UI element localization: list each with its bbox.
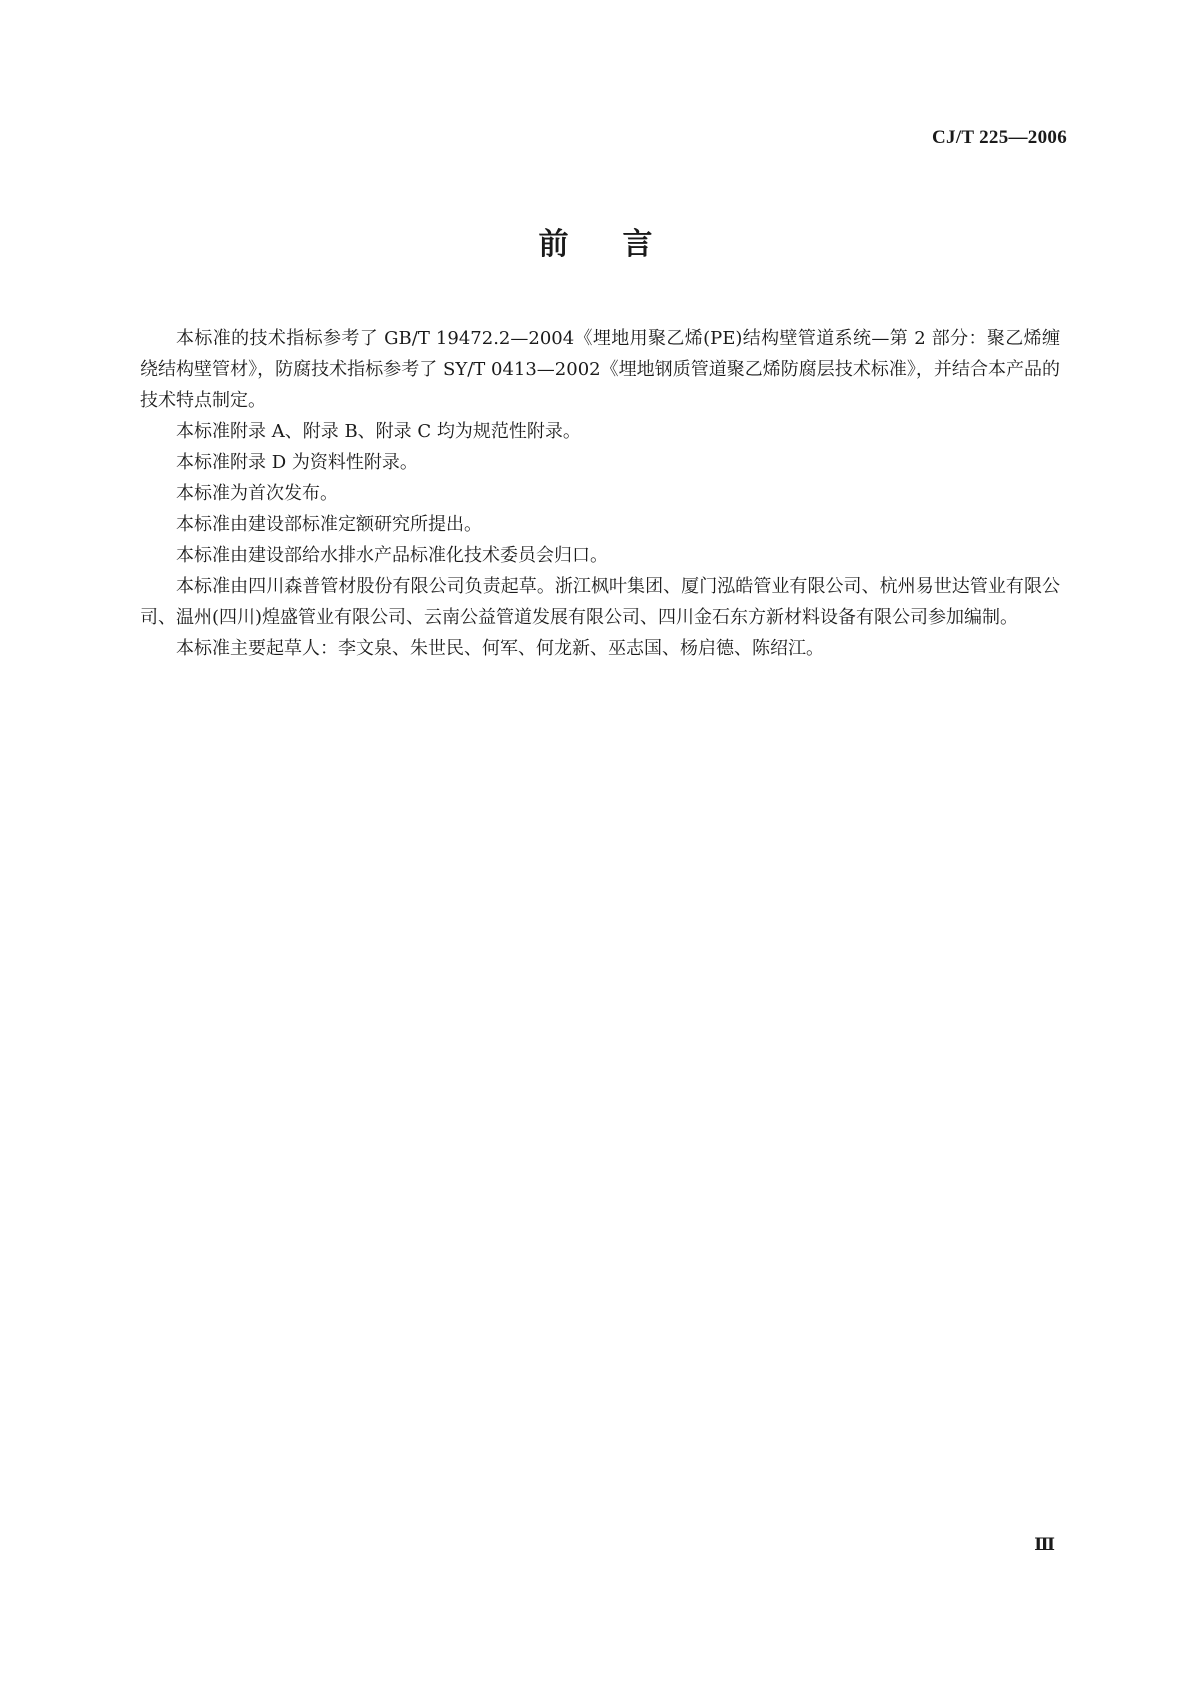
page-number: Ⅲ [1034, 1535, 1054, 1554]
paragraph-first-release: 本标准为首次发布。 [176, 483, 338, 504]
paragraph-under-jurisdiction: 本标准由建设部给水排水产品标准化技术委员会归口。 [176, 545, 608, 566]
paragraph-informative-appendix: 本标准附录 D 为资料性附录。 [176, 452, 418, 473]
foreword-body [140, 323, 1060, 664]
paragraph-proposed-by: 本标准由建设部标准定额研究所提出。 [176, 514, 482, 535]
paragraph-normative-appendices: 本标准附录 A、附录 B、附录 C 均为规范性附录。 [176, 421, 581, 442]
paragraph-drafting-units: 本标准由四川森普管材股份有限公司负责起草。浙江枫叶集团、厦门泓皓管业有限公司、杭州易世达管业有限公司、温州(四川)煌盛管业有限公司、云南公益管道发展有限公司、四川金石东方新材料设备有限公司参加编制。 [140, 576, 1060, 628]
page-title: 前言 [538, 227, 707, 262]
paragraph-main-drafters: 本标准主要起草人：李文泉、朱世民、何军、何龙新、巫志国、杨启德、陈绍江。 [176, 638, 824, 659]
paragraph-reference-standards: 本标准的技术指标参考了 GB/T 19472.2—2004《埋地用聚乙烯(PE)结构壁管道系统—第 2 部分：聚乙烯缠绕结构壁管材》，防腐技术指标参考了 SY/T 0413—2002《埋地钢质管道聚乙烯防腐层技术标准》，并结合本产品的技术特点制定。 [140, 328, 1060, 411]
document-code: CJ/T 225—2006 [932, 127, 1067, 148]
